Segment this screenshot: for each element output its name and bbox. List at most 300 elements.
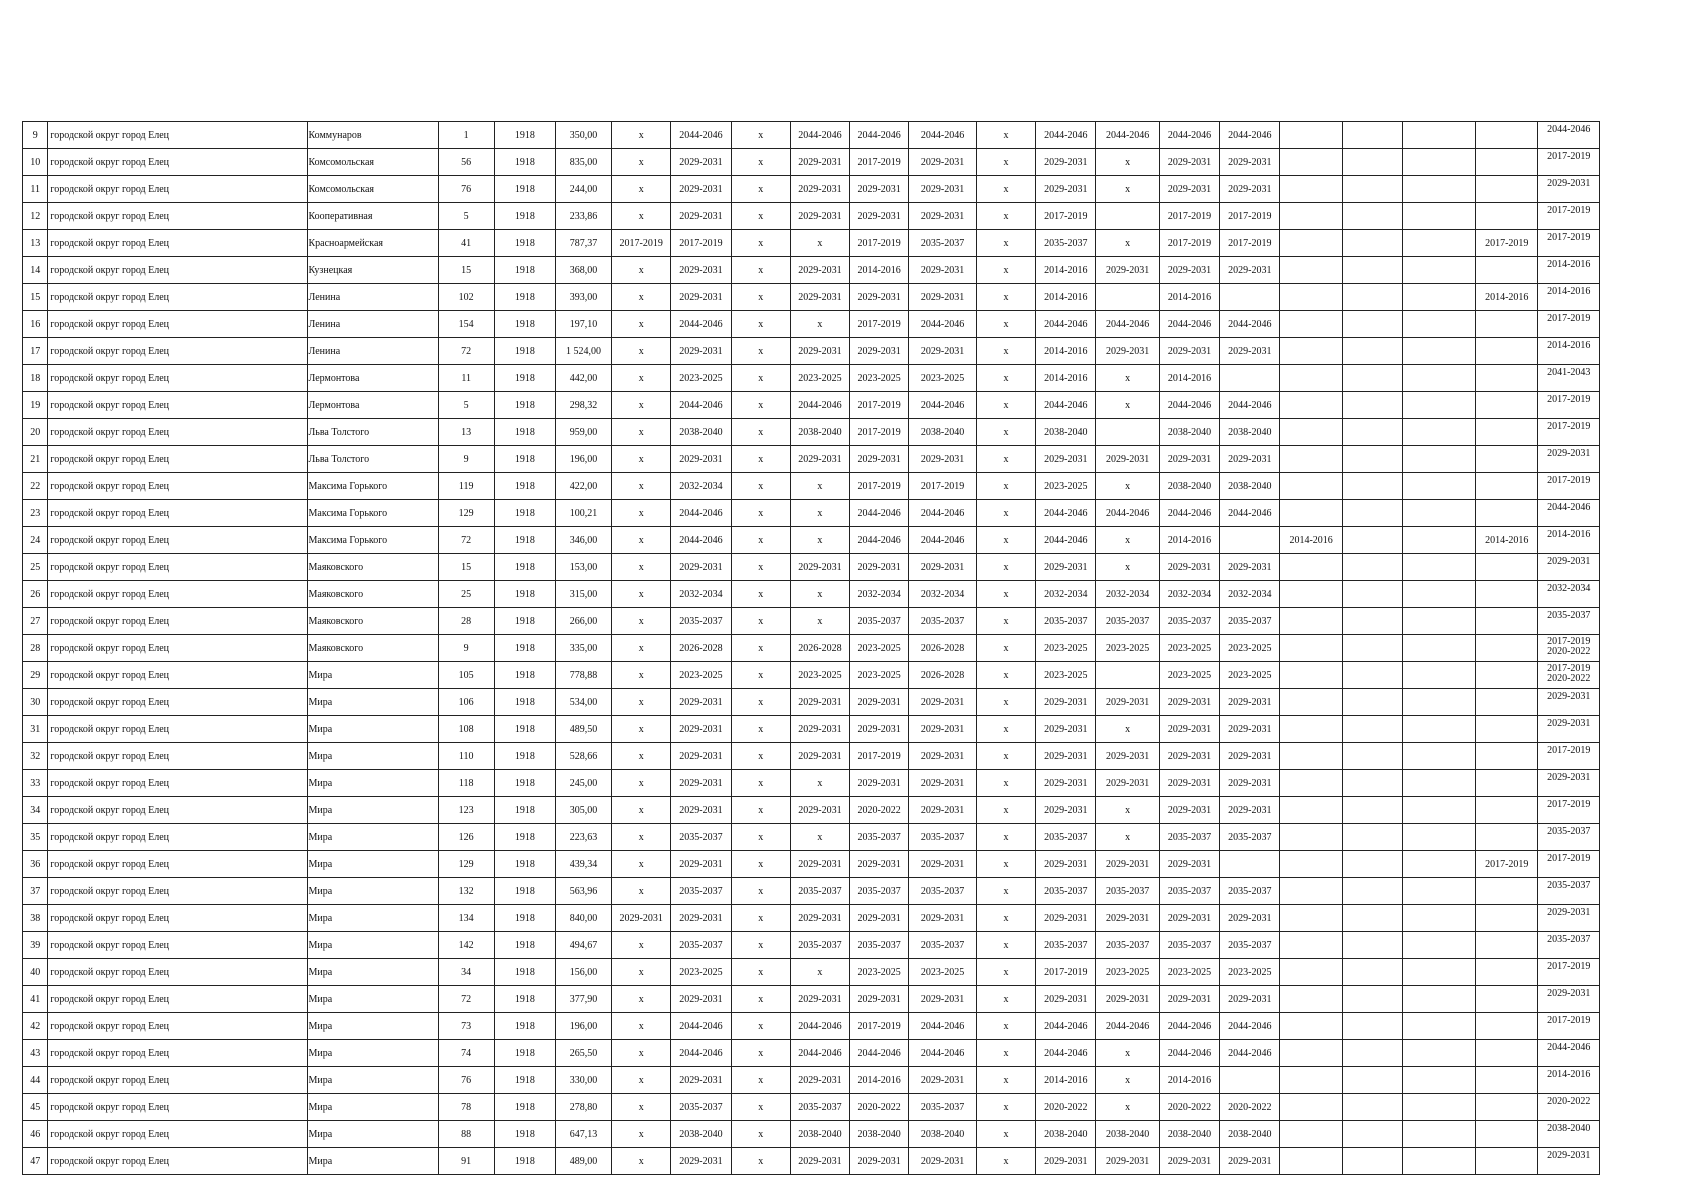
period-cell-c7: x	[976, 500, 1035, 527]
period-cell-c14	[1403, 473, 1476, 500]
total-period-line-2: 2020-2022	[1547, 646, 1591, 657]
period-cell-c12	[1280, 419, 1342, 446]
table-row	[23, 122, 1600, 149]
row-number: 10	[23, 149, 48, 176]
period-cell-c14	[1403, 149, 1476, 176]
period-cell-c15	[1476, 905, 1538, 932]
municipality-cell: городской округ город Елец	[48, 473, 307, 500]
period-cell-c13	[1342, 527, 1402, 554]
period-cell-c15	[1476, 986, 1538, 1013]
period-cell-c12	[1280, 770, 1342, 797]
table-row	[23, 419, 1600, 446]
period-cell-c3: x	[731, 473, 790, 500]
period-cell-c3: x	[731, 797, 790, 824]
period-cell-c4: x	[790, 311, 849, 338]
area-cell: 1 524,00	[556, 338, 612, 365]
period-cell-c7: x	[976, 743, 1035, 770]
period-cell-c1: x	[612, 716, 671, 743]
period-cell-c9: 2029-2031	[1096, 689, 1159, 716]
period-cell-c2: 2029-2031	[671, 986, 731, 1013]
house-number-cell: 123	[438, 797, 494, 824]
total-period-line-2: 2020-2022	[1547, 673, 1591, 684]
street-cell: Максима Горького	[307, 500, 438, 527]
period-cell-c2: 2035-2037	[671, 1094, 731, 1121]
period-cell-c6: 2026-2028	[909, 635, 977, 662]
period-cell-c15	[1476, 122, 1538, 149]
table-row	[23, 581, 1600, 608]
period-cell-c7: x	[976, 581, 1035, 608]
period-cell-c2: 2038-2040	[671, 419, 731, 446]
period-cell-c6: 2035-2037	[909, 932, 977, 959]
period-cell-c3: x	[731, 1121, 790, 1148]
period-cell-c9: x	[1096, 1094, 1159, 1121]
period-cell-c9: 2044-2046	[1096, 1013, 1159, 1040]
period-cell-c14	[1403, 959, 1476, 986]
area-cell: 100,21	[556, 500, 612, 527]
street-cell: Мира	[307, 986, 438, 1013]
municipality-cell: городской округ город Елец	[48, 554, 307, 581]
period-cell-c1: x	[612, 986, 671, 1013]
municipality-cell: городской округ город Елец	[48, 797, 307, 824]
area-cell: 563,96	[556, 878, 612, 905]
period-cell-c4: 2029-2031	[790, 689, 849, 716]
period-cell-c6: 2026-2028	[909, 662, 977, 689]
period-cell-c15	[1476, 446, 1538, 473]
total-period-cell: 2014-2016	[1538, 257, 1600, 284]
period-cell-c2: 2029-2031	[671, 554, 731, 581]
period-cell-c7: x	[976, 1094, 1035, 1121]
period-cell-c4: 2026-2028	[790, 635, 849, 662]
period-cell-c13	[1342, 932, 1402, 959]
period-cell-c11: 2029-2031	[1220, 338, 1280, 365]
house-number-cell: 132	[438, 878, 494, 905]
house-number-cell: 118	[438, 770, 494, 797]
area-cell: 489,50	[556, 716, 612, 743]
period-cell-c3: x	[731, 689, 790, 716]
period-cell-c3: x	[731, 230, 790, 257]
period-cell-c8: 2029-2031	[1036, 149, 1096, 176]
period-cell-c5: 2044-2046	[850, 500, 909, 527]
period-cell-c4: 2023-2025	[790, 365, 849, 392]
period-cell-c15	[1476, 959, 1538, 986]
period-cell-c8: 2029-2031	[1036, 176, 1096, 203]
period-cell-c13	[1342, 338, 1402, 365]
period-cell-c1: x	[612, 878, 671, 905]
period-cell-c15	[1476, 176, 1538, 203]
period-cell-c1: x	[612, 824, 671, 851]
period-cell-c14	[1403, 689, 1476, 716]
period-cell-c7: x	[976, 1121, 1035, 1148]
row-number: 47	[23, 1148, 48, 1175]
period-cell-c4: 2029-2031	[790, 554, 849, 581]
document-sheet	[22, 121, 1600, 1175]
period-cell-c8: 2029-2031	[1036, 797, 1096, 824]
period-cell-c14	[1403, 419, 1476, 446]
period-cell-c9: 2029-2031	[1096, 743, 1159, 770]
period-cell-c6: 2017-2019	[909, 473, 977, 500]
period-cell-c7: x	[976, 824, 1035, 851]
period-cell-c14	[1403, 851, 1476, 878]
street-cell: Комсомольская	[307, 176, 438, 203]
house-number-cell: 74	[438, 1040, 494, 1067]
period-cell-c13	[1342, 770, 1402, 797]
period-cell-c1: x	[612, 338, 671, 365]
period-cell-c5: 2029-2031	[850, 176, 909, 203]
table-row	[23, 500, 1600, 527]
house-number-cell: 129	[438, 851, 494, 878]
period-cell-c12	[1280, 1094, 1342, 1121]
period-cell-c15	[1476, 608, 1538, 635]
total-period-cell: 2014-2016	[1538, 284, 1600, 311]
total-period-cell: 2035-2037	[1538, 878, 1600, 905]
period-cell-c13	[1342, 176, 1402, 203]
street-cell: Мира	[307, 878, 438, 905]
year-cell: 1918	[494, 608, 555, 635]
house-number-cell: 88	[438, 1121, 494, 1148]
house-number-cell: 41	[438, 230, 494, 257]
period-cell-c11	[1220, 365, 1280, 392]
period-cell-c9: 2029-2031	[1096, 1148, 1159, 1175]
house-number-cell: 110	[438, 743, 494, 770]
period-cell-c9	[1096, 662, 1159, 689]
period-cell-c14	[1403, 824, 1476, 851]
period-cell-c6: 2029-2031	[909, 176, 977, 203]
period-cell-c4: 2044-2046	[790, 1013, 849, 1040]
municipality-cell: городской округ город Елец	[48, 446, 307, 473]
period-cell-c13	[1342, 257, 1402, 284]
period-cell-c3: x	[731, 986, 790, 1013]
total-period-cell: 2017-2019	[1538, 959, 1600, 986]
period-cell-c10: 2014-2016	[1159, 365, 1219, 392]
area-cell: 330,00	[556, 1067, 612, 1094]
period-cell-c8: 2029-2031	[1036, 716, 1096, 743]
period-cell-c13	[1342, 419, 1402, 446]
area-cell: 156,00	[556, 959, 612, 986]
period-cell-c8: 2029-2031	[1036, 905, 1096, 932]
period-cell-c3: x	[731, 635, 790, 662]
total-period-cell	[1538, 635, 1600, 662]
period-cell-c15	[1476, 473, 1538, 500]
municipality-cell: городской округ город Елец	[48, 1040, 307, 1067]
period-cell-c13	[1342, 311, 1402, 338]
house-number-cell: 9	[438, 446, 494, 473]
period-cell-c14	[1403, 554, 1476, 581]
total-period-cell: 2029-2031	[1538, 986, 1600, 1013]
period-cell-c12	[1280, 500, 1342, 527]
table-row	[23, 878, 1600, 905]
period-cell-c12	[1280, 878, 1342, 905]
period-cell-c7: x	[976, 608, 1035, 635]
period-cell-c8: 2029-2031	[1036, 689, 1096, 716]
period-cell-c6: 2044-2046	[909, 527, 977, 554]
period-cell-c15	[1476, 1067, 1538, 1094]
period-cell-c8: 2017-2019	[1036, 959, 1096, 986]
period-cell-c7: x	[976, 311, 1035, 338]
period-cell-c13	[1342, 473, 1402, 500]
period-cell-c1: x	[612, 419, 671, 446]
period-cell-c9: 2035-2037	[1096, 932, 1159, 959]
period-cell-c4: 2035-2037	[790, 878, 849, 905]
period-cell-c6: 2029-2031	[909, 446, 977, 473]
period-cell-c9: x	[1096, 716, 1159, 743]
period-cell-c10: 2029-2031	[1159, 851, 1219, 878]
period-cell-c11: 2044-2046	[1220, 122, 1280, 149]
period-cell-c2: 2029-2031	[671, 1067, 731, 1094]
total-period-line-1: 2017-2019	[1547, 636, 1591, 647]
house-number-cell: 106	[438, 689, 494, 716]
period-cell-c13	[1342, 392, 1402, 419]
period-cell-c4: 2029-2031	[790, 986, 849, 1013]
period-cell-c13	[1342, 635, 1402, 662]
period-cell-c7: x	[976, 473, 1035, 500]
table-row	[23, 1094, 1600, 1121]
period-cell-c3: x	[731, 905, 790, 932]
street-cell: Мира	[307, 959, 438, 986]
period-cell-c11: 2029-2031	[1220, 716, 1280, 743]
municipality-cell: городской округ город Елец	[48, 1121, 307, 1148]
period-cell-c3: x	[731, 392, 790, 419]
period-cell-c7: x	[976, 716, 1035, 743]
area-cell: 840,00	[556, 905, 612, 932]
period-cell-c8: 2014-2016	[1036, 257, 1096, 284]
table-body	[23, 122, 1600, 1175]
period-cell-c14	[1403, 500, 1476, 527]
period-cell-c12	[1280, 689, 1342, 716]
period-cell-c15	[1476, 635, 1538, 662]
street-cell: Мира	[307, 1013, 438, 1040]
street-cell: Кооперативная	[307, 203, 438, 230]
period-cell-c12	[1280, 581, 1342, 608]
row-number: 11	[23, 176, 48, 203]
period-cell-c7: x	[976, 1148, 1035, 1175]
period-cell-c6: 2029-2031	[909, 203, 977, 230]
period-cell-c5: 2017-2019	[850, 311, 909, 338]
period-cell-c2: 2023-2025	[671, 662, 731, 689]
period-cell-c12	[1280, 365, 1342, 392]
municipality-cell: городской округ город Елец	[48, 365, 307, 392]
period-cell-c14	[1403, 797, 1476, 824]
period-cell-c15	[1476, 1121, 1538, 1148]
area-cell: 153,00	[556, 554, 612, 581]
row-number: 41	[23, 986, 48, 1013]
table-row	[23, 608, 1600, 635]
area-cell: 315,00	[556, 581, 612, 608]
period-cell-c5: 2017-2019	[850, 743, 909, 770]
period-cell-c14	[1403, 581, 1476, 608]
row-number: 27	[23, 608, 48, 635]
period-cell-c4: x	[790, 473, 849, 500]
street-cell: Лермонтова	[307, 392, 438, 419]
period-cell-c9	[1096, 419, 1159, 446]
period-cell-c5: 2029-2031	[850, 905, 909, 932]
row-number: 36	[23, 851, 48, 878]
period-cell-c4: x	[790, 581, 849, 608]
period-cell-c15	[1476, 1040, 1538, 1067]
period-cell-c5: 2029-2031	[850, 851, 909, 878]
period-cell-c9	[1096, 284, 1159, 311]
period-cell-c7: x	[976, 257, 1035, 284]
year-cell: 1918	[494, 824, 555, 851]
period-cell-c15	[1476, 203, 1538, 230]
house-number-cell: 1	[438, 122, 494, 149]
period-cell-c7: x	[976, 527, 1035, 554]
period-cell-c10: 2035-2037	[1159, 878, 1219, 905]
municipality-cell: городской округ город Елец	[48, 176, 307, 203]
period-cell-c6: 2029-2031	[909, 257, 977, 284]
period-cell-c12	[1280, 203, 1342, 230]
period-cell-c4: 2029-2031	[790, 257, 849, 284]
period-cell-c11: 2029-2031	[1220, 554, 1280, 581]
total-period-cell: 2029-2031	[1538, 176, 1600, 203]
period-cell-c6: 2023-2025	[909, 365, 977, 392]
period-cell-c5: 2023-2025	[850, 959, 909, 986]
period-cell-c2: 2029-2031	[671, 770, 731, 797]
period-cell-c3: x	[731, 878, 790, 905]
municipality-cell: городской округ город Елец	[48, 635, 307, 662]
period-cell-c6: 2038-2040	[909, 419, 977, 446]
period-cell-c8: 2044-2046	[1036, 500, 1096, 527]
period-cell-c9: x	[1096, 824, 1159, 851]
total-period-cell: 2017-2019	[1538, 419, 1600, 446]
area-cell: 489,00	[556, 1148, 612, 1175]
period-cell-c9: x	[1096, 473, 1159, 500]
period-cell-c13	[1342, 797, 1402, 824]
total-period-cell: 2035-2037	[1538, 608, 1600, 635]
period-cell-c15	[1476, 149, 1538, 176]
period-cell-c2: 2044-2046	[671, 311, 731, 338]
period-cell-c2: 2029-2031	[671, 203, 731, 230]
period-cell-c12	[1280, 1067, 1342, 1094]
period-cell-c2: 2035-2037	[671, 932, 731, 959]
period-cell-c8: 2044-2046	[1036, 1013, 1096, 1040]
period-cell-c7: x	[976, 284, 1035, 311]
period-cell-c4: 2029-2031	[790, 149, 849, 176]
period-cell-c4: 2029-2031	[790, 446, 849, 473]
period-cell-c5: 2017-2019	[850, 230, 909, 257]
period-cell-c11: 2035-2037	[1220, 824, 1280, 851]
period-cell-c13	[1342, 743, 1402, 770]
table-row	[23, 824, 1600, 851]
period-cell-c13	[1342, 230, 1402, 257]
period-cell-c2: 2029-2031	[671, 446, 731, 473]
period-cell-c9: 2023-2025	[1096, 635, 1159, 662]
year-cell: 1918	[494, 338, 555, 365]
period-cell-c15	[1476, 581, 1538, 608]
period-cell-c3: x	[731, 743, 790, 770]
period-cell-c8: 2044-2046	[1036, 122, 1096, 149]
table-row	[23, 176, 1600, 203]
period-cell-c6: 2038-2040	[909, 1121, 977, 1148]
period-cell-c5: 2017-2019	[850, 392, 909, 419]
row-number: 23	[23, 500, 48, 527]
period-cell-c7: x	[976, 176, 1035, 203]
year-cell: 1918	[494, 1040, 555, 1067]
period-cell-c7: x	[976, 959, 1035, 986]
year-cell: 1918	[494, 419, 555, 446]
period-cell-c2: 2038-2040	[671, 1121, 731, 1148]
period-cell-c11	[1220, 284, 1280, 311]
period-cell-c7: x	[976, 689, 1035, 716]
period-cell-c10: 2029-2031	[1159, 554, 1219, 581]
period-cell-c9: x	[1096, 797, 1159, 824]
year-cell: 1918	[494, 662, 555, 689]
period-cell-c4: 2029-2031	[790, 905, 849, 932]
period-cell-c10: 2029-2031	[1159, 797, 1219, 824]
row-number: 44	[23, 1067, 48, 1094]
house-number-cell: 15	[438, 554, 494, 581]
period-cell-c2: 2026-2028	[671, 635, 731, 662]
period-cell-c14	[1403, 284, 1476, 311]
period-cell-c10: 2023-2025	[1159, 662, 1219, 689]
period-cell-c8: 2014-2016	[1036, 284, 1096, 311]
period-cell-c13	[1342, 1067, 1402, 1094]
period-cell-c4: 2029-2031	[790, 797, 849, 824]
area-cell: 298,32	[556, 392, 612, 419]
total-period-cell: 2029-2031	[1538, 905, 1600, 932]
period-cell-c12	[1280, 635, 1342, 662]
period-cell-c7: x	[976, 203, 1035, 230]
period-cell-c11: 2044-2046	[1220, 392, 1280, 419]
period-cell-c11: 2035-2037	[1220, 608, 1280, 635]
total-period-cell: 2029-2031	[1538, 716, 1600, 743]
area-cell: 233,86	[556, 203, 612, 230]
municipality-cell: городской округ город Елец	[48, 149, 307, 176]
row-number: 43	[23, 1040, 48, 1067]
year-cell: 1918	[494, 959, 555, 986]
period-cell-c6: 2029-2031	[909, 284, 977, 311]
period-cell-c15	[1476, 662, 1538, 689]
period-cell-c10: 2014-2016	[1159, 1067, 1219, 1094]
period-cell-c10: 2044-2046	[1159, 311, 1219, 338]
total-period-cell: 2014-2016	[1538, 1067, 1600, 1094]
period-cell-c14	[1403, 743, 1476, 770]
total-period-cell: 2017-2019	[1538, 311, 1600, 338]
house-number-cell: 5	[438, 203, 494, 230]
period-cell-c12	[1280, 851, 1342, 878]
period-cell-c5: 2017-2019	[850, 149, 909, 176]
period-cell-c6: 2029-2031	[909, 797, 977, 824]
municipality-cell: городской округ город Елец	[48, 1067, 307, 1094]
period-cell-c4: 2029-2031	[790, 1148, 849, 1175]
street-cell: Ленина	[307, 338, 438, 365]
period-cell-c5: 2038-2040	[850, 1121, 909, 1148]
period-cell-c5: 2029-2031	[850, 986, 909, 1013]
period-cell-c11: 2029-2031	[1220, 986, 1280, 1013]
period-cell-c1: 2017-2019	[612, 230, 671, 257]
period-cell-c5: 2023-2025	[850, 662, 909, 689]
period-cell-c10: 2029-2031	[1159, 338, 1219, 365]
period-cell-c2: 2044-2046	[671, 392, 731, 419]
area-cell: 534,00	[556, 689, 612, 716]
period-cell-c14	[1403, 1148, 1476, 1175]
street-cell: Мира	[307, 1067, 438, 1094]
period-cell-c11	[1220, 527, 1280, 554]
period-cell-c13	[1342, 581, 1402, 608]
period-cell-c11: 2038-2040	[1220, 419, 1280, 446]
period-cell-c12	[1280, 554, 1342, 581]
house-number-cell: 142	[438, 932, 494, 959]
period-cell-c10: 2023-2025	[1159, 635, 1219, 662]
period-cell-c10: 2038-2040	[1159, 473, 1219, 500]
period-cell-c14	[1403, 1067, 1476, 1094]
period-cell-c5: 2032-2034	[850, 581, 909, 608]
total-period-cell: 2032-2034	[1538, 581, 1600, 608]
street-cell: Льва Толстого	[307, 419, 438, 446]
house-number-cell: 129	[438, 500, 494, 527]
period-cell-c11: 2029-2031	[1220, 743, 1280, 770]
municipality-cell: городской округ город Елец	[48, 689, 307, 716]
table-row	[23, 311, 1600, 338]
